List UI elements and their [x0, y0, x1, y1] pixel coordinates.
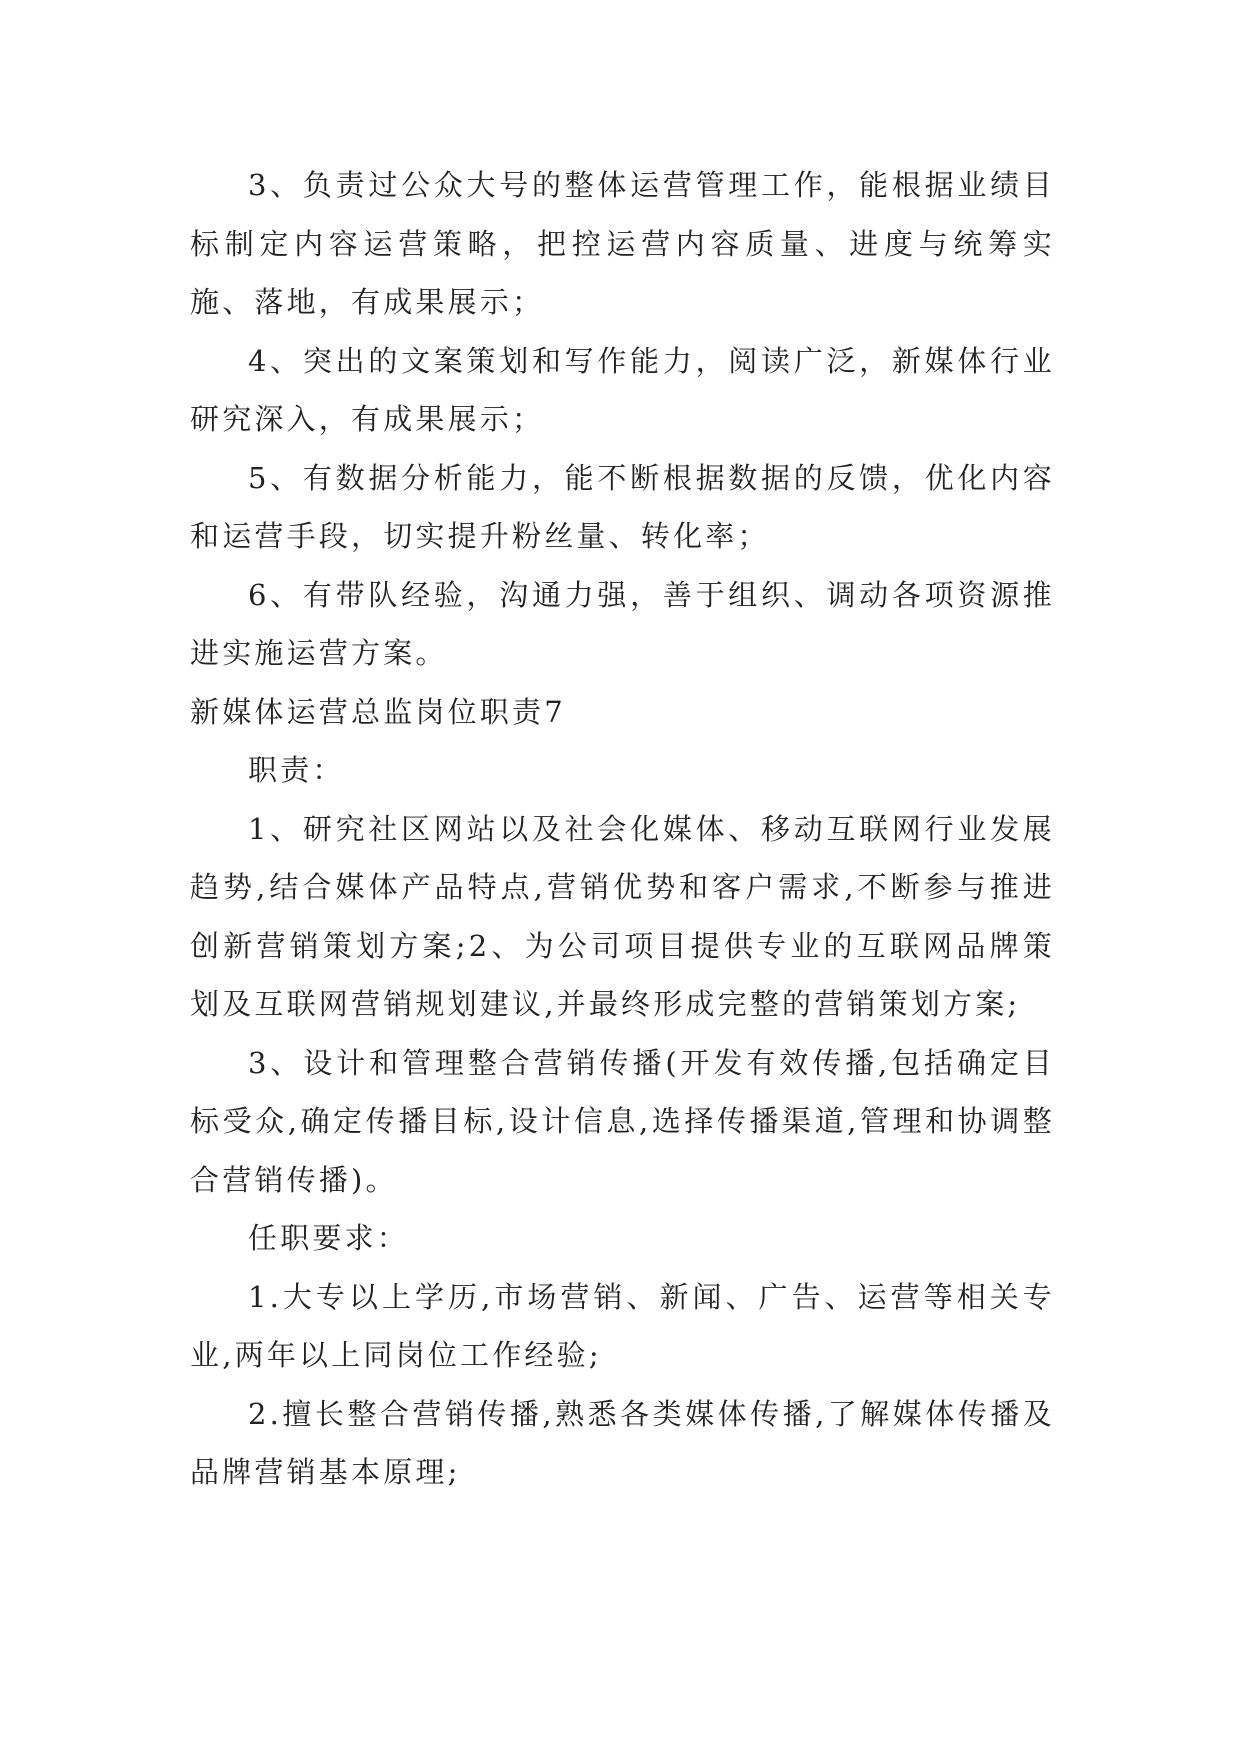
- document-page: [190, 156, 1055, 1502]
- duty-item-1-2: 1、研究社区网站以及社会化媒体、移动互联网行业发展趋势,结合媒体产品特点,营销优势和客户需求,不断参与推进创新营销策划方案;2、为公司项目提供专业的互联网品牌策划及互联网营销规划建议,并最终形成完整的营销策划方案;: [190, 811, 1055, 1021]
- requirement-item-1: 1.大专以上学历,市场营销、新闻、广告、运营等相关专业,两年以上同岗位工作经验;: [190, 1279, 1055, 1372]
- requirement-item-2: 2.擅长整合营销传播,熟悉各类媒体传播,了解媒体传播及品牌营销基本原理;: [190, 1396, 1055, 1489]
- duty-item-3: 3、设计和管理整合营销传播(开发有效传播,包括确定目标受众,确定传播目标,设计信息,选择传播渠道,管理和协调整合营销传播)。: [190, 1045, 1055, 1197]
- requirements-label: 任职要求：: [248, 1221, 410, 1255]
- section-heading: 新媒体运营总监岗位职责7: [190, 694, 566, 729]
- duties-label: 职责：: [248, 753, 345, 787]
- paragraph-item-5: 5、有数据分析能力，能不断根据数据的反馈，优化内容和运营手段，切实提升粉丝量、转化率；: [190, 460, 1055, 553]
- paragraph-item-4: 4、突出的文案策划和写作能力，阅读广泛，新媒体行业研究深入，有成果展示；: [190, 343, 1055, 436]
- paragraph-item-3: 3、负责过公众大号的整体运营管理工作，能根据业绩目标制定内容运营策略，把控运营内容质量、进度与统筹实施、落地，有成果展示；: [190, 168, 1055, 319]
- paragraph-item-6: 6、有带队经验，沟通力强，善于组织、调动各项资源推进实施运营方案。: [190, 577, 1055, 670]
